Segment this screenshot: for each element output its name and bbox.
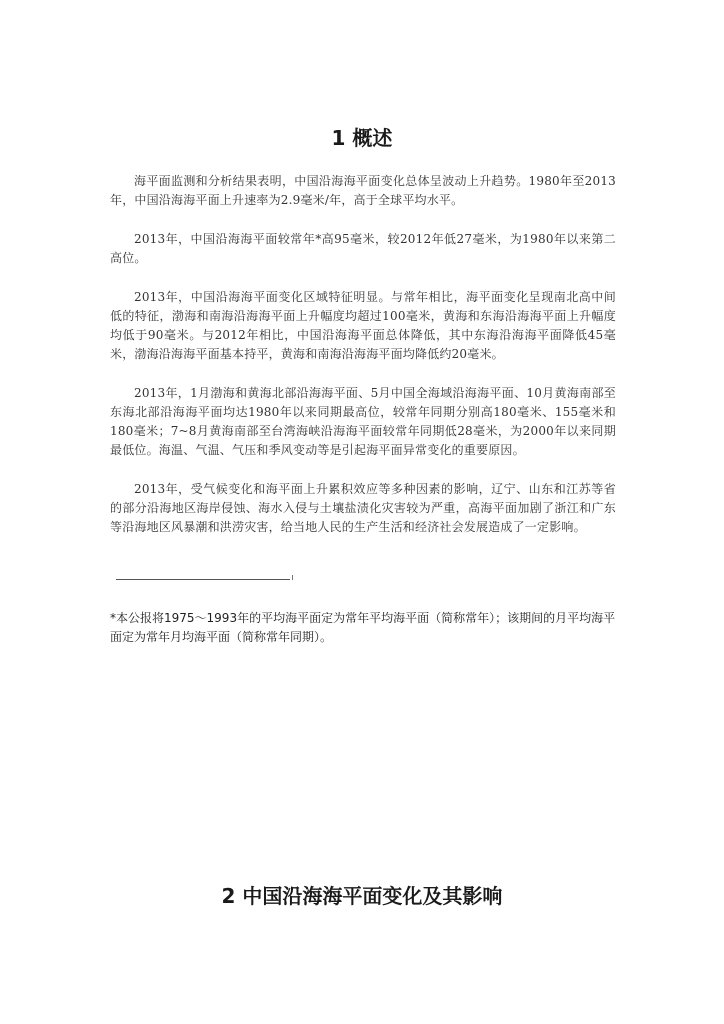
paragraph-4: 2013年，1月渤海和黄海北部沿海海平面、5月中国全海域沿海海平面、10月黄海南部至东海北部沿海海平面均达1980年以来同期最高位，较常年同期分别高180毫米、155毫米和180毫米；7~8月黄海南部至台湾海峡沿海海平面较常年同期低28毫米，为2000年以来同期最低位。海温、气温、气压和季风变动等是引起海平面异常变化的重要原因。 xyxy=(110,386,616,457)
footnote-separator xyxy=(116,579,290,580)
footnote-separator-mark xyxy=(288,575,293,580)
section-2-heading: 2 中国沿海海平面变化及其影响 xyxy=(221,884,503,908)
paragraph-1: 海平面监测和分析结果表明，中国沿海海平面变化总体呈波动上升趋势。1980年至2013年，中国沿海海平面上升速率为2.9毫米/年，高于全球平均水平。 xyxy=(110,174,616,207)
section-1-heading: 1 概述 xyxy=(331,126,393,150)
section-1-body xyxy=(110,172,616,557)
paragraph-3: 2013年，中国沿海海平面变化区域特征明显。与常年相比，海平面变化呈现南北高中间低的特征，渤海和南海沿海海平面上升幅度均超过100毫米，黄海和东海沿海海平面上升幅度均低于90毫米。与2012年相比，中国沿海海平面总体降低，其中东海沿海海平面降低45毫米，渤海沿海海平面基本持平，黄海和南海沿海海平面均降低约20毫米。 xyxy=(110,290,616,361)
footnote: *本公报将1975～1993年的平均海平面定为常年平均海平面（简称常年）；该期间的月平均海平面定为常年月均海平面（简称常年同期）。 xyxy=(110,611,616,644)
paragraph-5: 2013年，受气候变化和海平面上升累积效应等多种因素的影响，辽宁、山东和江苏等省的部分沿海地区海岸侵蚀、海水入侵与土壤盐渍化灾害较为严重，高海平面加剧了浙江和广东等沿海地区风暴潮和洪涝灾害，给当地人民的生产生活和经济社会发展造成了一定影响。 xyxy=(110,482,616,534)
paragraph-2: 2013年，中国沿海海平面较常年*高95毫米，较2012年低27毫米，为1980年以来第二高位。 xyxy=(110,232,616,265)
